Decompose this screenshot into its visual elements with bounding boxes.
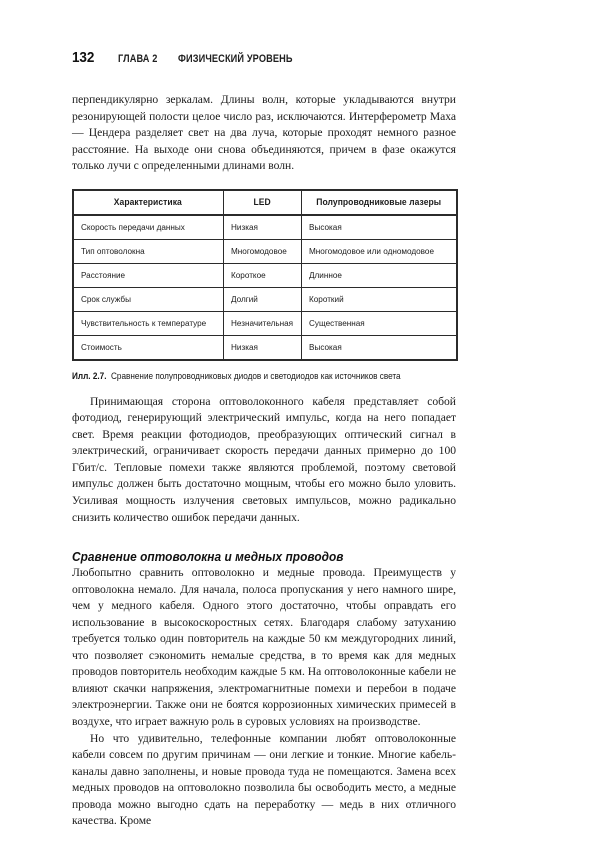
table-header-cell bbox=[73, 190, 223, 215]
table-row bbox=[73, 311, 457, 335]
cell-text: Низкая bbox=[230, 221, 258, 232]
table-cell bbox=[301, 215, 457, 240]
paragraph-continuation: перпендикулярно зеркалам. Длины волн, которые укладываются внутри резонирующей полости целое число раз, исключаются. Интерферометр Маха — Цендера разделяет свет на два луча, которые проходят немного разное расстояние. На выходе они снова объединяются, причем в фазе окажутся только лучи с определенными длинами волн. bbox=[72, 93, 456, 173]
section-heading bbox=[72, 549, 456, 565]
table-header-label: LED bbox=[253, 196, 271, 207]
cell-text: Высокая bbox=[308, 341, 342, 352]
paragraph-fiber-vs-copper: Любопытно сравнить оптоволокно и медные провода. Преимуществ у оптоволокна немало. Для начала, полоса пропускания у него намного шире, чем у медного кабеля. Одного этого достаточно, чтобы оправдать его использование в высокоскоростных сетях. Благодаря слабому затуханию требуется только один повторитель на каждые 50 км междугородних линий, что позволяет сэкономить немалые средства, в то время как для медных проводов повторитель необходим каждые 5 км. На оптоволоконные кабели не влияют скачки напряжения, электромагнитные помехи и перебои в подаче электроэнергии. Также они не боятся коррозионных химических примесей в воздухе, что играет важную роль в суровых условиях на производстве. bbox=[72, 566, 456, 729]
section-heading-text: Сравнение оптоволокна и медных проводов bbox=[72, 549, 344, 565]
cell-text: Короткое bbox=[230, 269, 266, 280]
chapter-title: ФИЗИЧЕСКИЙ УРОВЕНЬ bbox=[177, 53, 293, 65]
cell-text: Скорость передачи данных bbox=[81, 221, 185, 232]
cell-text: Незначительная bbox=[230, 317, 293, 328]
cell-text: Тип оптоволокна bbox=[81, 245, 145, 256]
cell-text: Чувствительность к температуре bbox=[81, 317, 207, 328]
table-header-cell bbox=[223, 190, 301, 215]
table-cell bbox=[73, 263, 223, 287]
cell-text: Многомодовое bbox=[230, 245, 287, 256]
figure-caption bbox=[72, 370, 456, 382]
table-cell bbox=[223, 311, 301, 335]
paragraph-photodiode: Принимающая сторона оптоволоконного кабеля представляет собой фотодиод, генерирующий электрический импульс, когда на него попадает свет. Время реакции фотодиодов, преобразующих оптический сигнал в электрический, ограничивает скорость передачи данных примерно до 100 Гбит/с. Тепловые помехи также являются проблемой, поэтому световой импульс должен быть достаточно мощным, чтобы его можно было уловить. Усиливая мощность излучения световых импульсов, можно радикально снизить количество ошибок передачи данных. bbox=[72, 394, 456, 524]
table-cell bbox=[301, 287, 457, 311]
table-cell bbox=[301, 263, 457, 287]
table-row bbox=[73, 287, 457, 311]
cell-text: Расстояние bbox=[81, 269, 126, 280]
page-content bbox=[72, 92, 456, 830]
table-header-label: Полупроводниковые лазеры bbox=[316, 196, 442, 207]
cell-text: Высокая bbox=[308, 221, 342, 232]
figure-caption-text: Сравнение полупроводниковых диодов и светодиодов как источников света bbox=[111, 370, 401, 381]
chapter-label: ГЛАВА 2 bbox=[117, 53, 158, 65]
table-cell bbox=[223, 335, 301, 360]
running-head bbox=[72, 50, 311, 66]
table-cell bbox=[223, 239, 301, 263]
cell-text: Длинное bbox=[308, 269, 342, 280]
cell-text: Короткий bbox=[308, 293, 344, 304]
table-cell bbox=[301, 335, 457, 360]
cell-text: Многомодовое или одномодовое bbox=[308, 245, 434, 256]
table-cell bbox=[73, 311, 223, 335]
figure-caption-label: Илл. 2.7. bbox=[72, 370, 107, 381]
table-row bbox=[73, 215, 457, 240]
cell-text: Низкая bbox=[230, 341, 258, 352]
table-header-label: Характеристика bbox=[114, 196, 183, 207]
table-cell bbox=[223, 287, 301, 311]
table-header-row bbox=[73, 190, 457, 215]
table-cell bbox=[301, 239, 457, 263]
table-cell bbox=[301, 311, 457, 335]
table-cell bbox=[73, 215, 223, 240]
table-cell bbox=[73, 335, 223, 360]
cell-text: Существенная bbox=[308, 317, 365, 328]
paragraph-telephone-companies: Но что удивительно, телефонные компании любят оптоволоконные кабели совсем по другим причинам — они легкие и тонкие. Многие кабель-каналы давно заполнены, и новые провода туда не помещаются. Замена всех медных проводов на оптоволокно позволила бы освободить место, а медные провода можно выгодно сдать на переработку — медь в них отличного качества. Кроме bbox=[72, 731, 456, 828]
table-cell bbox=[73, 287, 223, 311]
cell-text: Срок службы bbox=[81, 293, 131, 304]
comparison-table bbox=[72, 189, 458, 361]
table-row bbox=[73, 263, 457, 287]
table-header-cell bbox=[301, 190, 457, 215]
page-number: 132 bbox=[72, 50, 95, 66]
table-row bbox=[73, 335, 457, 360]
table-cell bbox=[73, 239, 223, 263]
table-row bbox=[73, 239, 457, 263]
table-cell bbox=[223, 215, 301, 240]
cell-text: Стоимость bbox=[81, 341, 122, 352]
cell-text: Долгий bbox=[230, 293, 258, 304]
table-cell bbox=[223, 263, 301, 287]
